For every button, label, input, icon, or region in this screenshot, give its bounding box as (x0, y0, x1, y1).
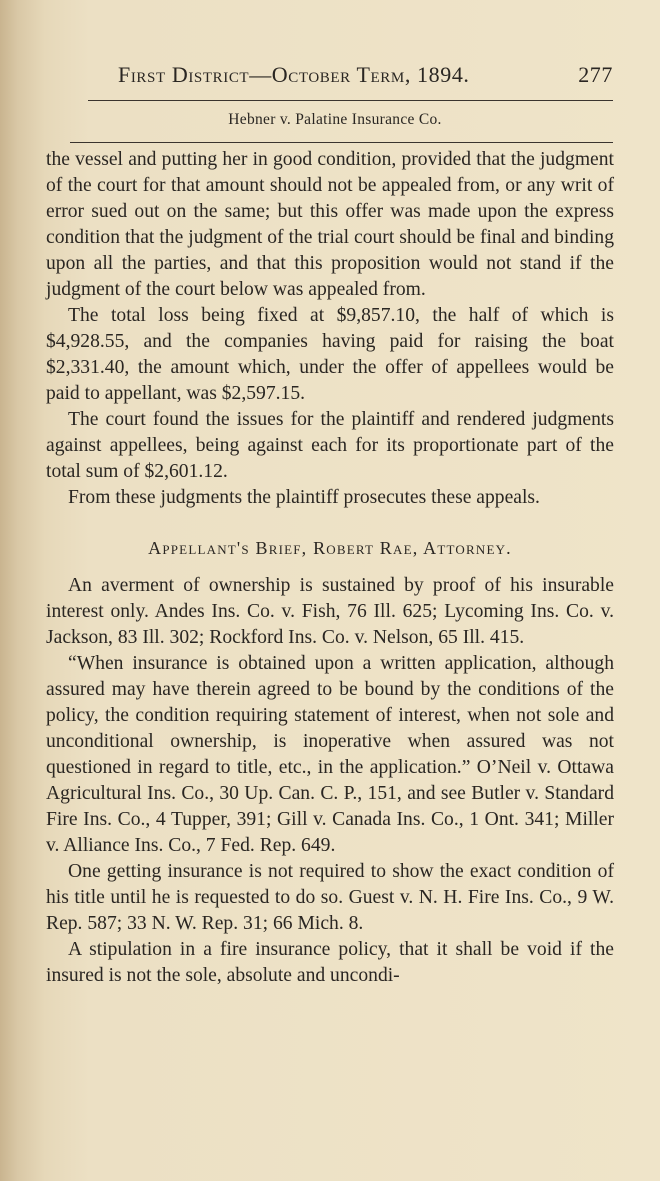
brief-paragraph: One getting insurance is not required to show the exact condition of his title until he is requested to do so. Guest v. N. H. Fire Ins. Co., 9 W. Rep. 587; 33 N. W. Rep. 31; 66 Mich. 8. (46, 861, 614, 934)
page-number: 277 (578, 62, 613, 87)
body-text (46, 147, 614, 989)
header-rule-bottom (70, 142, 613, 143)
running-head: Hebner v. Palatine Insurance Co. (228, 111, 442, 128)
paragraph: The total loss being fixed at $9,857.10, the half of which is $4,928.55, and the companies having paid for raising the boat $2,331.40, the amount which, under the offer of appellees would be paid to appellant, was $2,597.15. (46, 305, 614, 404)
page-header (118, 62, 613, 88)
paragraph: The court found the issues for the plaintiff and rendered judgments against appellees, being against each for its proportionate part of the total sum of $2,601.12. (46, 409, 614, 482)
section-heading: Appellant's Brief, Robert Rae, Attorney. (148, 538, 512, 558)
paragraph: From these judgments the plaintiff prosecutes these appeals. (68, 487, 540, 508)
paragraph: the vessel and putting her in good condition, provided that the judgment of the court for that amount should not be appealed from, or any writ of error sued out on the same; but this offer was made upon the express condition that the judgment of the trial court should be final and binding upon all the parties, and that this proposition would not stand if the judgment of the court below was appealed from. (46, 149, 614, 300)
header-rule-top (88, 100, 613, 101)
brief-paragraph: “When insurance is obtained upon a written application, although assured may have therein agreed to be bound by the conditions of the policy, the condition requiring statement of interest, when not sole and unconditional ownership, is inoperative when assured was not questioned in regard to title, etc., in the application.” O’Neil v. Ottawa Agricultural Ins. Co., 30 Up. Can. C. P., 151, and see Butler v. Standard Fire Ins. Co., 4 Tupper, 391; Gill v. Canada Ins. Co., 1 Ont. 341; Miller v. Alliance Ins. Co., 7 Fed. Rep. 649. (46, 653, 614, 856)
brief-paragraph: A stipulation in a fire insurance policy, that it shall be void if the insured is not the sole, absolute and uncondi- (46, 939, 614, 986)
brief-paragraph: An averment of ownership is sustained by proof of his insurable interest only. Andes Ins. Co. v. Fish, 76 Ill. 625; Lycoming Ins. Co. v. Jackson, 83 Ill. 302; Rockford Ins. Co. v. Nelson, 65 Ill. 415. (46, 575, 614, 648)
page-header-title: First District—October Term, 1894. (118, 62, 470, 87)
